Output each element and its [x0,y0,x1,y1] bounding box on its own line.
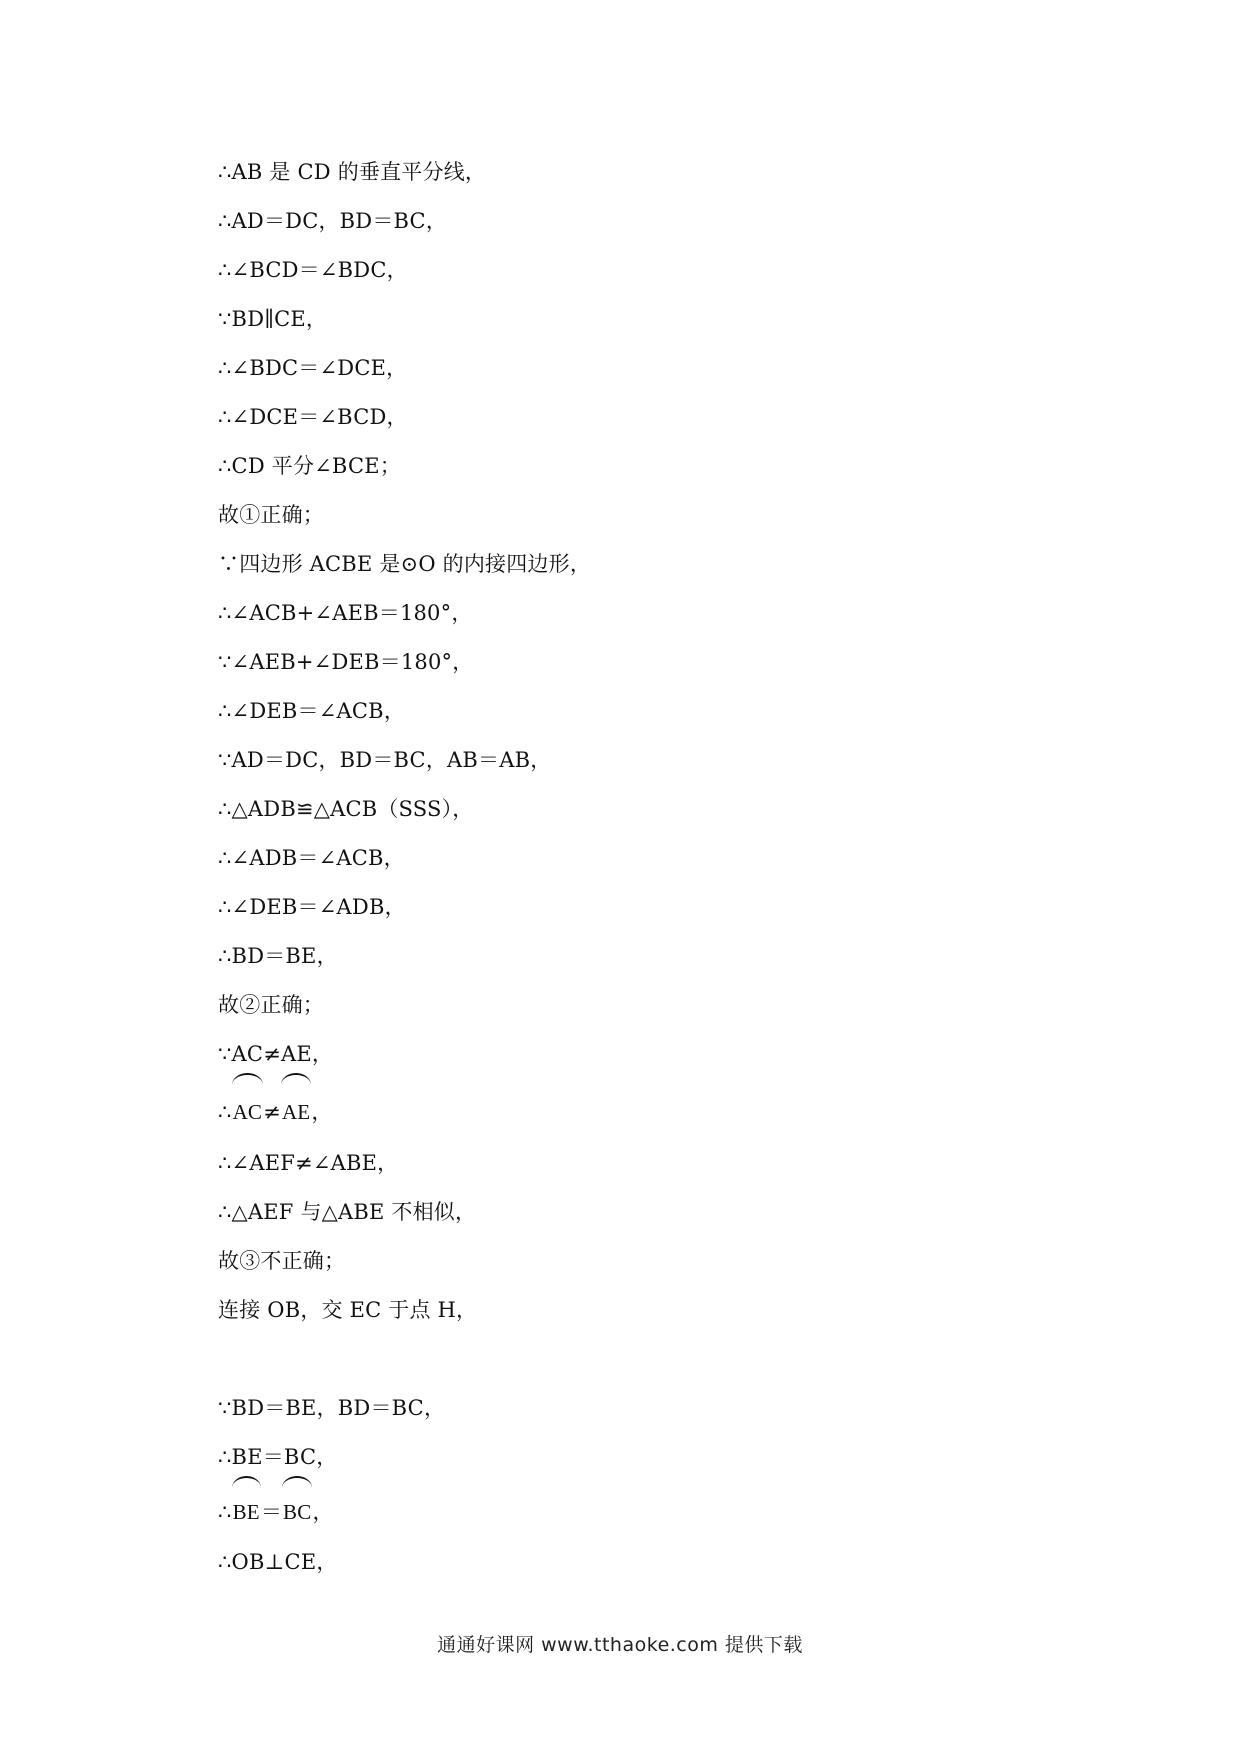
arc-ae: AE [281,1079,311,1145]
proof-line: 连接 OB，交 EC 于点 H， [218,1298,478,1322]
punctuation: ， [311,1100,333,1124]
blank-spacer [218,1335,1038,1384]
proof-line: ∴∠BCD＝∠BDC， [218,258,408,282]
proof-line: ∴∠ADB＝∠ACB， [218,846,405,870]
proof-line: ∴∠BDC＝∠DCE， [218,356,408,380]
proof-line: ∵AC≠AE， [218,1042,334,1066]
arc-ac: AC [232,1079,264,1145]
equal-symbol: ＝ [260,1500,283,1524]
not-equal-symbol: ≠ [263,1100,281,1124]
proof-line: ∴∠AEF≠∠ABE， [218,1151,399,1175]
proof-line: ∴AB 是 CD 的垂直平分线， [218,160,487,184]
proof-line: 故②正确； [218,993,324,1017]
therefore-symbol: ∴ [218,1500,232,1524]
proof-line: ∴△AEF 与△ABE 不相似， [218,1200,477,1224]
proof-line: 故③不正确； [218,1249,346,1273]
arc-inequality-line [218,1079,1038,1139]
proof-line: ∵四边形 ACBE 是⊙O 的内接四边形， [218,552,592,576]
punctuation: ， [312,1500,334,1524]
proof-line: ∴∠DEB＝∠ADB， [218,895,406,919]
footer-download-note: 通通好课网 www.tthaoke.com 提供下载 [437,1634,803,1656]
proof-line: ∵AD＝DC，BD＝BC，AB＝AB， [218,748,552,772]
proof-line: ∵BD＝BE，BD＝BC， [218,1396,446,1420]
proof-line: ∵BD∥CE， [218,307,328,331]
proof-line: ∴BE＝BC， [218,1445,338,1469]
arc-bc: BC [282,1482,312,1542]
therefore-symbol: ∴ [218,1100,232,1124]
proof-line: ∴△ADB≌△ACB（SSS）， [218,797,474,821]
proof-line: ∴∠DEB＝∠ACB， [218,699,406,723]
proof-line: ∴∠DCE＝∠BCD， [218,405,408,429]
arc-be: BE [232,1482,261,1542]
proof-line: ∵∠AEB+∠DEB＝180°， [218,650,474,674]
proof-line: ∴BD＝BE， [218,944,338,968]
proof-line: ∴AD＝DC，BD＝BC， [218,209,448,233]
proof-text-block [218,148,1038,1587]
proof-line: ∴CD 平分∠BCE； [218,454,401,478]
proof-line: 故①正确； [218,503,324,527]
proof-line: ∴OB⊥CE， [218,1550,338,1574]
arc-equality-line [218,1482,1038,1538]
proof-line: ∴∠ACB+∠AEB＝180°， [218,601,473,625]
